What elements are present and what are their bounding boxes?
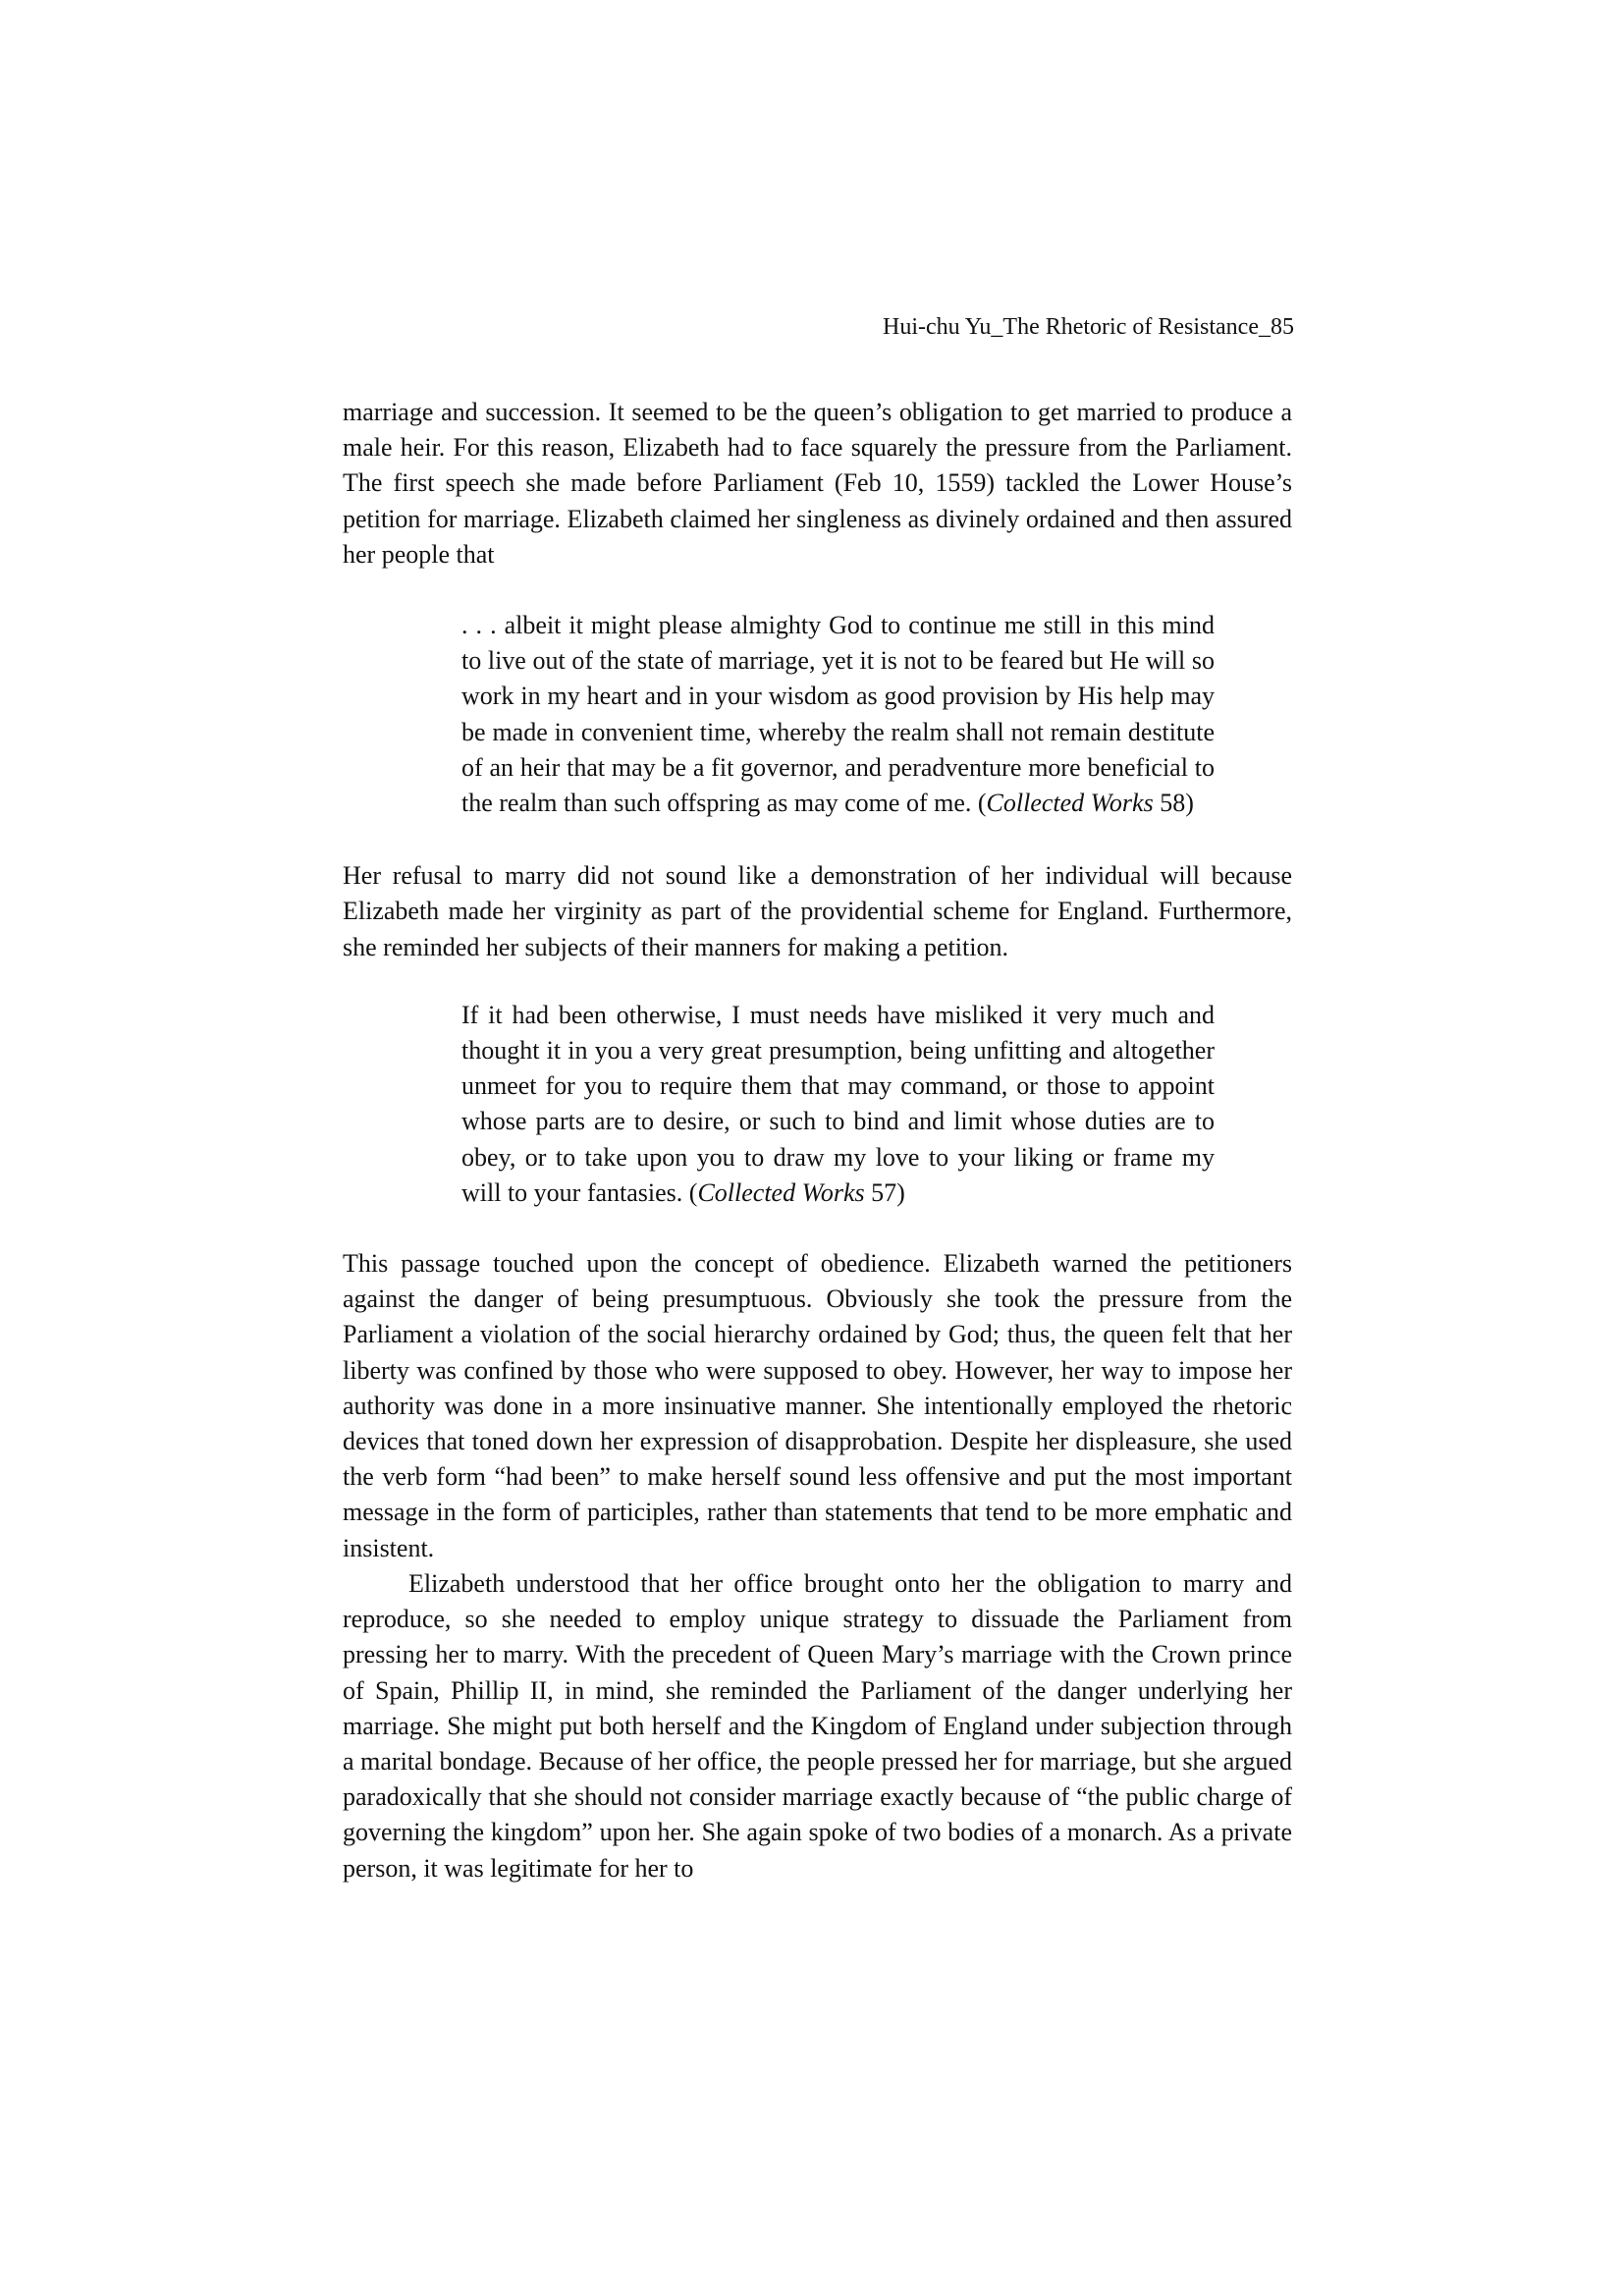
- paragraph-3: This passage touched upon the concept of obedience. Elizabeth warned the petitioners against the danger of being presumptuous. Obviously she took the pressure from the Parliament a violation of the social hierarchy ordained by God; thus, the queen felt that her liberty was confined by those who were supposed to obey. However, her way to impose her authority was done in a more insinuative manner. She intentionally employed the rhetoric devices that toned down her expression of disapprobation. Despite her displeasure, she used the verb form “had been” to make herself sound less offensive and put the most important message in the form of participles, rather than statements that tend to be more emphatic and insistent.: [343, 1249, 1292, 1562]
- block-quote-1: [461, 608, 1215, 821]
- paragraph-4: Elizabeth understood that her office brought onto her the obligation to marry and reproduce, so she needed to employ unique strategy to dissuade the Parliament from pressing her to marry. With the precedent of Queen Mary’s marriage with the Crown prince of Spain, Phillip II, in mind, she reminded the Parliament of the danger underlying her marriage. She might put both herself and the Kingdom of England under subjection through a marital bondage. Because of her office, the people pressed her for marriage, but she argued paradoxically that she should not consider marriage exactly because of “the public charge of governing the kingdom” upon her. She again spoke of two bodies of a monarch. As a private person, it was legitimate for her to: [343, 1568, 1292, 1883]
- block-quote-2: [461, 998, 1215, 1211]
- block-quote-2-citation-page: 57): [864, 1177, 905, 1207]
- block-quote-2-citation-title: Collected Works: [697, 1177, 865, 1207]
- paragraph-1: marriage and succession. It seemed to be the queen’s obligation to get married to produce a male heir. For this reason, Elizabeth had to face squarely the pressure from the Parliament. The first speech she made before Parliament (Feb 10, 1559) tackled the Lower House’s petition for marriage. Elizabeth claimed her singleness as divinely ordained and then assured her people that: [343, 398, 1292, 569]
- body-text: [343, 395, 1292, 1886]
- block-quote-1-citation-title: Collected Works: [986, 789, 1154, 818]
- block-quote-1-citation-page: 58): [1153, 789, 1194, 818]
- block-quote-1-text: . . . albeit it might please almighty God to continue me still in this mind to live out of the state of marriage, yet it is not to be feared but He will so work in my heart and in your wisdom as good provision by His help may be made in convenient time, whereby the realm shall not remain destitute of an heir that may be a fit governor, and peradventure more beneficial to the realm than such offspring as may come of me. (: [461, 611, 1215, 818]
- paragraph-2: Her refusal to marry did not sound like a demonstration of her individual will because Elizabeth made her virginity as part of the providential scheme for England. Furthermore, she reminded her subjects of their manners for making a petition.: [343, 861, 1292, 961]
- running-head: Hui-chu Yu_The Rhetoric of Resistance_85: [882, 314, 1294, 340]
- block-quote-2-text: If it had been otherwise, I must needs have misliked it very much and thought it in you a very great presumption, being unfitting and altogether unmeet for you to require them that may command, or those to appoint whose parts are to desire, or such to bind and limit whose duties are to obey, or to take upon you to draw my love to your liking or frame my will to your fantasies. (: [461, 1000, 1215, 1207]
